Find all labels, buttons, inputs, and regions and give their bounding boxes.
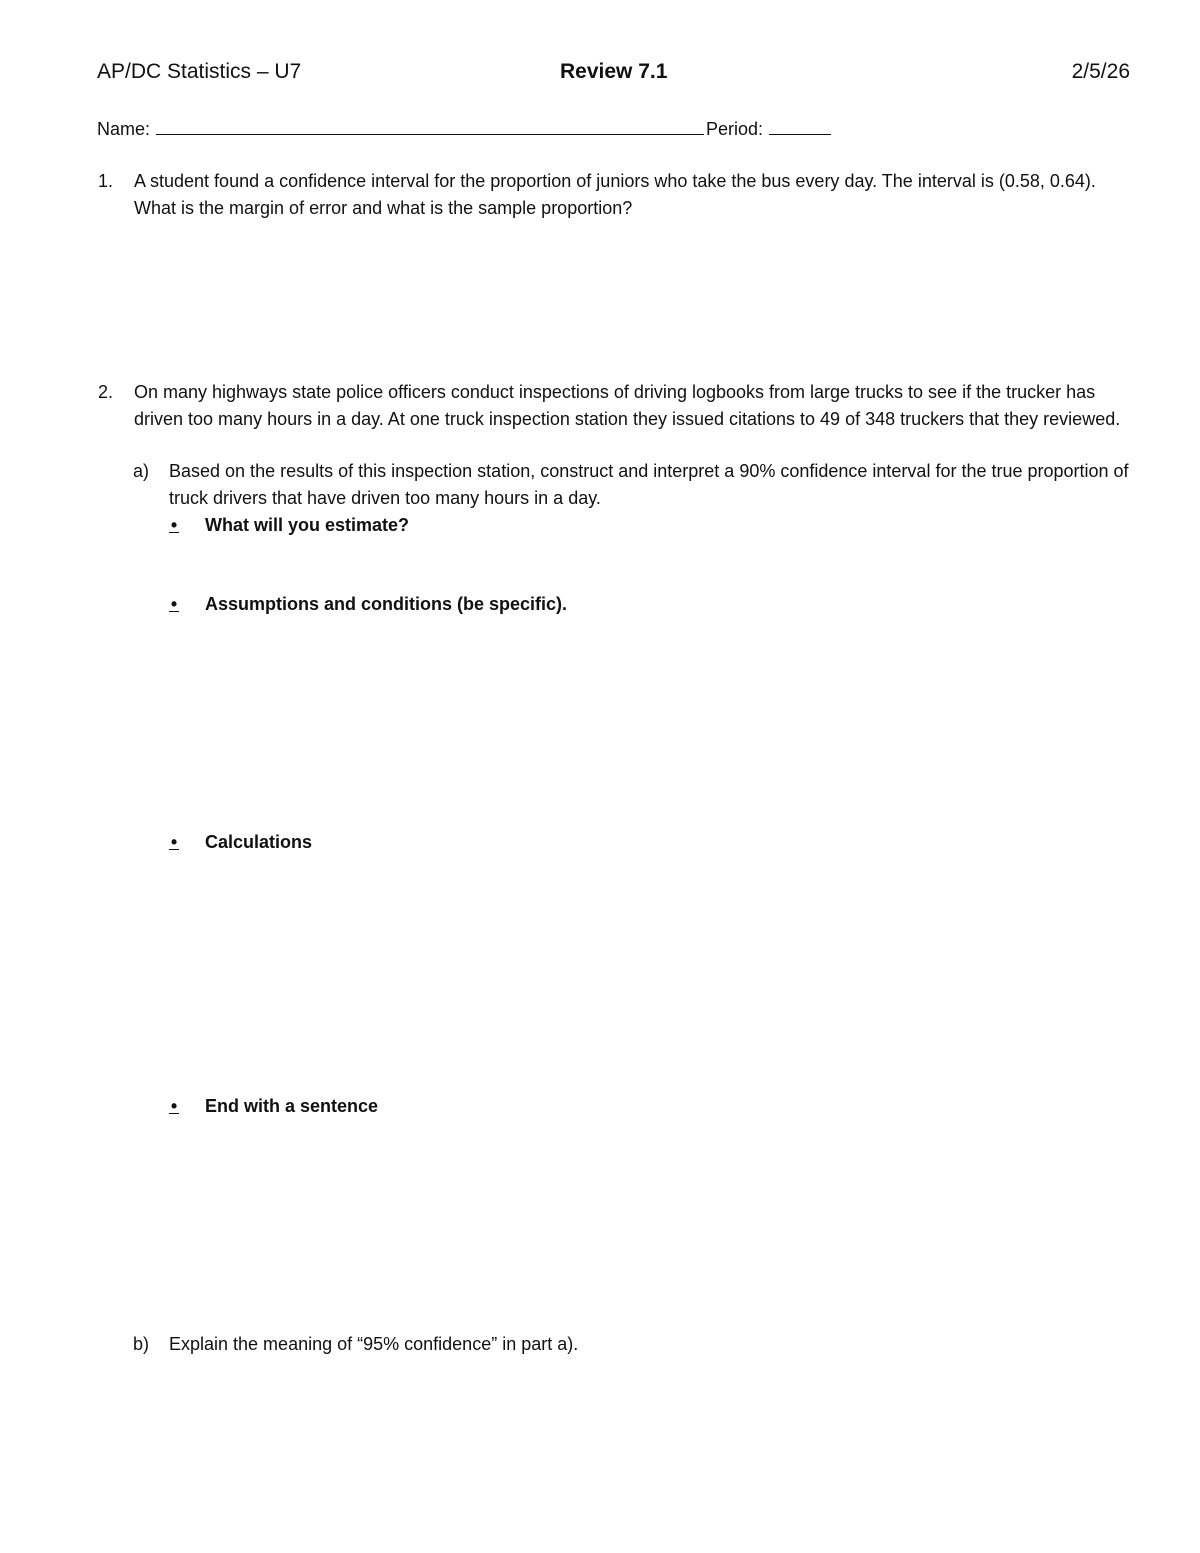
bullet-icon: • (170, 515, 178, 535)
course-title: AP/DC Statistics – U7 (97, 60, 302, 83)
period-blank[interactable] (769, 117, 831, 135)
period-label: Period: (706, 119, 764, 139)
name-label: Name: (97, 119, 151, 139)
question-2-number: 2. (98, 382, 114, 402)
bullet-icon: • (170, 1096, 178, 1116)
question-1-text: A student found a confidence interval for the proportion of juniors who take the bus every day. The interval is (0.58, 0.64). What is the margin of error and what is the sample proportion? (134, 171, 1096, 218)
bullet-icon: • (170, 594, 178, 614)
bullet-estimate-text: What will you estimate? (205, 515, 410, 535)
bullet-sentence-text: End with a sentence (205, 1096, 379, 1116)
worksheet-date: 2/5/26 (1071, 60, 1130, 83)
part-b-label: b) (133, 1334, 150, 1354)
bullet-icon: • (170, 832, 178, 852)
bullet-calculations-text: Calculations (205, 832, 313, 852)
bullet-sentence (169, 1093, 179, 1120)
bullet-estimate (169, 512, 179, 539)
bullet-calculations (169, 829, 179, 856)
bullet-assumptions-text: Assumptions and conditions (be specific). (205, 594, 568, 614)
bullet-assumptions (169, 591, 179, 618)
name-blank[interactable] (156, 117, 704, 135)
part-a-label: a) (133, 461, 150, 481)
question-2-text: On many highways state police officers conduct inspections of driving logbooks from large trucks to see if the trucker has driven too many hours in a day. At one truck inspection station they issued citations to 49 of 348 truckers that they reviewed. (134, 382, 1121, 429)
part-a-text: Based on the results of this inspection station, construct and interpret a 90% confidence interval for the true proportion of truck drivers that have driven too many hours in a day. (169, 461, 1129, 508)
worksheet-title: Review 7.1 (560, 60, 668, 83)
student-info-line (97, 117, 831, 140)
part-b-text: Explain the meaning of “95% confidence” in part a). (169, 1334, 579, 1354)
question-1-number: 1. (98, 171, 114, 191)
